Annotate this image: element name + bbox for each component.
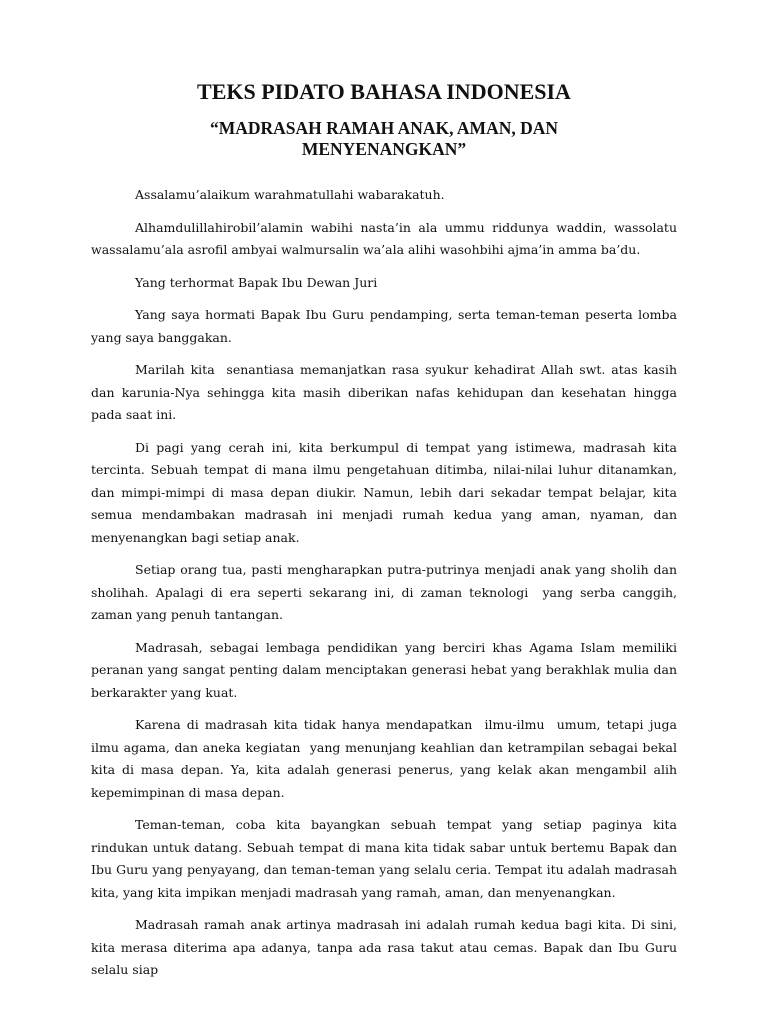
paragraph-parents-hope: Setiap orang tua, pasti mengharapkan putra-putrinya menjadi anak yang sholih dan sholihah. Apalagi di era seperti sekarang ini, di zaman teknologi yang serba canggih, zaman yang penuh tantangan. xyxy=(91,562,681,622)
paragraph-knowledge: Karena di madrasah kita tidak hanya mendapatkan ilmu-ilmu umum, tetapi juga ilmu agama, dan aneka kegiatan yang menunjang keahlian dan ketrampilan sebagai bekal kita di masa depan. Ya, kita adalah generasi penerus, yang kelak akan mengambil alih kepemimpinan di masa depan. xyxy=(91,717,685,800)
paragraph-imagine: Teman-teman, coba kita bayangkan sebuah tempat yang setiap paginya kita rindukan untuk datang. Sebuah tempat di mana kita tidak sabar untuk bertemu Bapak dan Ibu Guru yang penyayang, dan teman-teman yang selalu ceria. Tempat itu adalah madrasah kita, yang kita impikan menjadi madrasah yang ramah, aman, dan menyenangkan. xyxy=(91,817,681,900)
document-title: TEKS PIDATO BAHASA INDONESIA xyxy=(197,79,571,104)
paragraph-introduction: Di pagi yang cerah ini, kita berkumpul di tempat yang istimewa, madrasah kita tercinta. Sebuah tempat di mana ilmu pengetahuan ditimba, nilai-nilai luhur ditanamkan, dan mimpi-mimpi di masa depan diukir. Namun, lebih dari sekadar tempat belajar, kita semua mendambakan madrasah ini menjadi rumah kedua yang aman, nyaman, dan menyenangkan bagi setiap anak. xyxy=(91,439,681,545)
paragraph-address-judges: Yang terhormat Bapak Ibu Dewan Juri xyxy=(135,274,378,290)
paragraph-greeting: Assalamu’alaikum warahmatullahi wabarakatuh. xyxy=(135,187,445,202)
paragraph-address-teachers: Yang saya hormati Bapak Ibu Guru pendamping, serta teman-teman peserta lomba yang saya banggakan. xyxy=(91,307,681,345)
paragraph-gratitude: Marilah kita senantiasa memanjatkan rasa syukur kehadirat Allah swt. atas kasih dan karunia-Nya sehingga kita masih diberikan nafas kehidupan dan kesehatan hingga pada saat ini. xyxy=(91,362,681,422)
document-subtitle: “MADRASAH RAMAH ANAK, AMAN, DAN MENYENANGKAN” xyxy=(209,118,559,159)
document-body xyxy=(91,184,685,992)
paragraph-child-friendly: Madrasah ramah anak artinya madrasah ini adalah rumah kedua bagi kita. Di sini, kita merasa diterima apa adanya, tanpa ada rasa takut atau cemas. Bapak dan Ibu Guru selalu siap xyxy=(91,917,681,977)
paragraph-opening-prayer: Alhamdulillahirobil’alamin wabihi nasta’in ala ummu riddunya waddin, wassolatu wassalamu’ala asrofil ambyai walmursalin wa’ala alihi wasohbihi ajma’in amma ba’du. xyxy=(91,219,681,257)
paragraph-madrasah-role: Madrasah, sebagai lembaga pendidikan yang berciri khas Agama Islam memiliki peranan yang sangat penting dalam menciptakan generasi hebat yang berakhlak mulia dan berkarakter yang kuat. xyxy=(91,639,681,700)
